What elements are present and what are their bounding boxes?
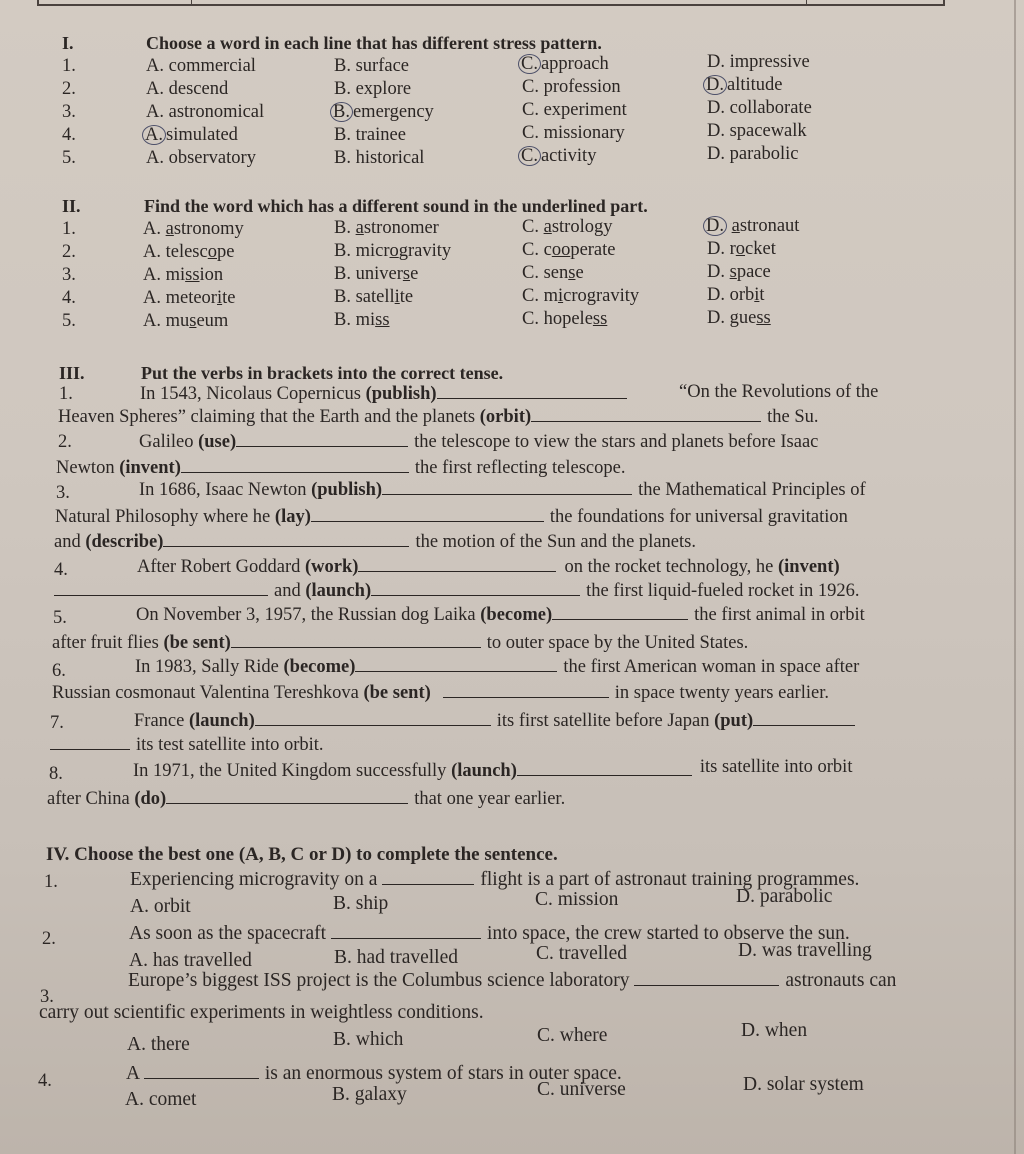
question-text: the first American woman in space after <box>563 657 860 677</box>
answer-blank[interactable] <box>331 924 481 939</box>
option-a[interactable] <box>143 287 235 309</box>
option-word: approach <box>540 54 609 74</box>
option-word: altitude <box>727 75 783 95</box>
option-b[interactable] <box>334 217 439 239</box>
option-a-circled[interactable] <box>146 124 238 146</box>
answer-blank[interactable] <box>634 971 779 986</box>
verb-hint: (publish) <box>311 480 383 500</box>
option-c[interactable]: C. missionary <box>522 123 625 143</box>
question-text: Newton <box>56 458 120 478</box>
question-text: is an enormous system of stars in outer space. <box>264 1063 622 1084</box>
question-text: the first liquid-fueled rocket in 1926. <box>586 581 860 601</box>
option-b[interactable] <box>334 286 413 308</box>
option-c[interactable] <box>522 239 616 261</box>
word-part: D. orb <box>707 285 755 305</box>
question-number: 1. <box>62 219 76 239</box>
question-number: 2. <box>42 929 56 949</box>
verb-hint: (launch) <box>305 581 372 601</box>
word-part: pace <box>736 262 771 282</box>
option-d[interactable] <box>707 238 776 260</box>
option-b[interactable] <box>334 309 390 331</box>
answer-blank[interactable] <box>231 633 481 648</box>
question-line <box>54 531 696 553</box>
question-text: that one year earlier. <box>414 789 566 809</box>
word-part: crogravity <box>563 286 640 306</box>
word-part: A. telesc <box>143 242 208 262</box>
question-line <box>140 383 627 405</box>
word-part: B. <box>334 218 356 238</box>
option-b[interactable] <box>334 240 451 262</box>
word-part: ion <box>199 265 224 285</box>
underlined-part: a <box>731 216 740 236</box>
question-number: 3. <box>56 483 70 503</box>
answer-blank[interactable] <box>181 458 409 473</box>
question-line <box>137 556 840 578</box>
answer-blank[interactable] <box>255 711 491 726</box>
option-b[interactable]: B. trainee <box>334 125 406 145</box>
option-d[interactable]: D. collaborate <box>707 98 812 118</box>
question-number: 3. <box>62 265 76 285</box>
question-number: 7. <box>50 713 64 733</box>
word-part: perate <box>570 240 616 260</box>
circled-answer-mark: D. <box>703 216 727 236</box>
question-text: In 1983, Sally Ride <box>135 657 284 677</box>
question-line <box>139 431 818 453</box>
option-c-circled[interactable] <box>522 53 609 75</box>
question-text: the foundations for universal gravitation <box>549 507 848 527</box>
question-text: the Su. <box>767 407 819 427</box>
option-b[interactable]: B. surface <box>334 56 409 76</box>
option-c[interactable] <box>522 216 612 238</box>
word-part: B. mi <box>334 310 376 330</box>
question-text: and <box>274 581 306 601</box>
circled-answer-mark: C. <box>518 54 541 74</box>
question-text: its test satellite into orbit. <box>136 735 324 755</box>
option-c[interactable] <box>522 262 584 284</box>
answer-blank[interactable] <box>437 384 627 399</box>
verb-hint: (become) <box>480 605 553 625</box>
question-number: 8. <box>49 764 63 784</box>
option-d[interactable]: D. solar system <box>743 1074 864 1095</box>
answer-blank[interactable] <box>358 557 556 572</box>
question-text: “On the Revolutions of the <box>679 382 879 402</box>
question-line <box>139 479 866 501</box>
answer-blank[interactable] <box>311 507 544 522</box>
verb-hint: (invent) <box>119 458 181 478</box>
word-part: D. gue <box>707 308 757 328</box>
question-number: 6. <box>52 661 66 681</box>
option-c[interactable] <box>522 285 639 307</box>
option-d[interactable] <box>707 284 765 306</box>
answer-blank[interactable] <box>163 532 409 547</box>
option-a[interactable] <box>143 264 223 286</box>
option-c[interactable]: C. experiment <box>522 100 627 120</box>
underlined-part: a <box>355 218 364 238</box>
option-b[interactable]: B. explore <box>334 79 412 99</box>
word-part: stronomy <box>173 219 244 239</box>
word-part: C. <box>522 217 544 237</box>
question-text: On November 3, 1957, the Russian dog Laika <box>136 605 481 625</box>
question-number: 2. <box>58 432 72 452</box>
answer-blank[interactable] <box>517 761 692 776</box>
question-number: 5. <box>62 148 76 168</box>
answer-blank[interactable] <box>50 735 130 750</box>
option-c[interactable] <box>522 308 607 330</box>
option-c[interactable]: C. travelled <box>536 943 627 964</box>
question-text: Experiencing microgravity on a <box>130 869 383 890</box>
question-text: to outer space by the United States. <box>486 633 749 653</box>
word-part: B. univer <box>334 264 403 284</box>
option-a[interactable]: A. observatory <box>146 148 256 168</box>
option-b[interactable]: B. galaxy <box>332 1084 407 1105</box>
answer-blank[interactable] <box>144 1064 259 1079</box>
question-text: on the rocket technology, he <box>564 557 778 577</box>
word-part: A. <box>143 219 166 239</box>
word-part: A. mu <box>143 311 190 331</box>
underlined-part: i <box>754 285 760 305</box>
answer-blank[interactable] <box>531 407 761 422</box>
verb-hint: (describe) <box>85 532 164 552</box>
answer-blank[interactable] <box>355 657 557 672</box>
question-line <box>52 632 748 654</box>
section-title: Choose a word in each line that has different stress pattern. <box>146 33 602 53</box>
circled-answer-mark: A. <box>142 125 166 145</box>
question-number: 2. <box>62 79 76 99</box>
question-text: the first animal in orbit <box>694 605 865 625</box>
question-text: the first reflecting telescope. <box>414 458 626 478</box>
underlined-part: a <box>543 217 552 237</box>
verb-hint: (launch) <box>451 761 517 781</box>
question-text: Europe’s biggest ISS project is the Columbus science laboratory <box>128 970 635 991</box>
option-a[interactable]: A. commercial <box>146 56 256 76</box>
word-part: e <box>410 264 419 284</box>
question-number: 2. <box>62 242 76 262</box>
answer-blank[interactable] <box>382 480 632 495</box>
word-part: A. meteor <box>143 288 217 308</box>
question-text: After Robert Goddard <box>137 557 305 577</box>
section-title: Find the word which has a different sound in the underlined part. <box>144 196 648 216</box>
answer-blank[interactable] <box>552 605 688 620</box>
verb-hint: (publish) <box>365 384 437 404</box>
verb-hint: (be sent) <box>363 683 431 703</box>
question-text: its first satellite before Japan <box>496 711 715 731</box>
underlined-part: i <box>394 287 400 307</box>
word-part: D. <box>707 262 730 282</box>
question-number: 5. <box>53 608 67 628</box>
word-part: C. c <box>522 240 552 260</box>
question-text: flight is a part of astronaut training programmes. <box>480 869 860 890</box>
option-c[interactable]: C. universe <box>537 1079 626 1100</box>
question-text: In 1686, Isaac Newton <box>139 480 312 500</box>
question-line <box>58 406 819 428</box>
option-c[interactable]: C. mission <box>535 889 619 910</box>
question-number: 5. <box>62 311 76 331</box>
option-a[interactable]: A. comet <box>125 1089 197 1110</box>
underlined-part: s <box>189 311 197 331</box>
paper-edge <box>1014 0 1016 1154</box>
section-number: III. <box>59 363 85 383</box>
question-line <box>54 580 859 602</box>
word-part: te <box>399 287 414 307</box>
word-part: A. mi <box>143 265 186 285</box>
option-b-circled[interactable] <box>334 101 434 123</box>
question-number: 1. <box>59 384 73 404</box>
verb-hint: (lay) <box>274 507 311 527</box>
word-part: gravity <box>398 241 452 261</box>
option-a[interactable]: A. has travelled <box>129 950 252 971</box>
question-line <box>135 656 859 678</box>
option-a[interactable] <box>143 218 244 240</box>
question-text: As soon as the spacecraft <box>129 923 331 944</box>
answer-blank[interactable] <box>371 581 580 596</box>
question-text: In 1971, the United Kingdom successfully <box>133 761 452 781</box>
underlined-part: ss <box>592 309 608 329</box>
underlined-part: s <box>729 262 737 282</box>
option-a[interactable]: A. there <box>127 1034 190 1055</box>
underlined-part: ss <box>375 310 390 330</box>
question-number: 4. <box>38 1071 52 1091</box>
verb-hint: (be sent) <box>163 633 231 653</box>
word-part: e <box>575 263 584 283</box>
question-line <box>55 506 848 528</box>
section-title: Put the verbs in brackets into the correct tense. <box>141 363 504 383</box>
circled-answer-mark: C. <box>518 146 541 166</box>
question-text: carry out scientific experiments in weightless conditions. <box>39 1002 484 1023</box>
option-b[interactable]: B. had travelled <box>334 947 458 968</box>
word-part: stronaut <box>739 216 800 236</box>
option-d[interactable]: D. was travelling <box>738 940 872 961</box>
question-line <box>128 970 896 992</box>
word-part: te <box>222 288 236 308</box>
underlined-part: ss <box>185 265 200 285</box>
question-text: its satellite into orbit <box>699 757 853 777</box>
option-d[interactable] <box>707 307 771 329</box>
word-part: C. hopele <box>522 309 593 329</box>
option-c-circled[interactable] <box>522 145 596 167</box>
answer-blank[interactable] <box>54 581 268 596</box>
word-part: C. sen <box>522 263 569 283</box>
option-d[interactable]: D. spacewalk <box>707 121 807 141</box>
underlined-part: s <box>568 263 576 283</box>
question-text: after China <box>47 789 135 809</box>
question-text: Natural Philosophy where he <box>55 507 275 527</box>
circled-answer-mark: B. <box>330 102 353 122</box>
option-word: simulated <box>166 125 238 145</box>
option-b[interactable]: B. historical <box>334 148 425 168</box>
underlined-part: ss <box>756 308 771 328</box>
option-b[interactable]: B. which <box>333 1029 404 1050</box>
question-number: 4. <box>62 125 76 145</box>
option-d[interactable] <box>707 261 771 283</box>
option-word: emergency <box>352 102 434 122</box>
question-text: in space twenty years earlier. <box>614 683 829 703</box>
question-text: the Mathematical Principles of <box>638 480 866 500</box>
question-text: Galileo <box>139 432 199 452</box>
question-number: 4. <box>62 288 76 308</box>
option-b[interactable] <box>334 263 418 285</box>
verb-hint: (use) <box>198 432 237 452</box>
word-part: C. m <box>522 286 558 306</box>
option-a[interactable] <box>143 310 228 332</box>
question-number: 4. <box>54 560 68 580</box>
option-d[interactable]: D. parabolic <box>736 886 833 907</box>
underlined-part: s <box>402 264 411 284</box>
option-d[interactable]: D. impressive <box>707 52 810 72</box>
underlined-part: a <box>165 219 174 239</box>
answer-blank[interactable] <box>166 789 408 804</box>
answer-blank[interactable] <box>753 711 855 726</box>
underlined-part: o <box>207 242 217 262</box>
question-text: Russian cosmonaut Valentina Tereshkova <box>52 683 364 703</box>
verb-hint: (work) <box>305 557 359 577</box>
question-line <box>50 734 324 756</box>
question-text: into space, the crew started to observe the sun. <box>486 923 850 944</box>
question-line <box>133 757 853 782</box>
underlined-part: i <box>557 286 564 306</box>
word-part: D. r <box>707 239 736 259</box>
word-part: eum <box>196 311 229 331</box>
verb-hint: (orbit) <box>479 407 532 427</box>
option-d[interactable]: D. when <box>741 1020 808 1041</box>
section-title: IV. Choose the best one (A, B, C or D) to complete the sentence. <box>46 844 558 865</box>
top-table-bottom-edge <box>37 0 945 6</box>
option-c[interactable]: C. profession <box>522 77 621 97</box>
option-a[interactable]: A. descend <box>146 79 229 99</box>
question-text: the motion of the Sun and the planets. <box>415 532 696 552</box>
option-a[interactable] <box>143 241 234 263</box>
question-number: 3. <box>40 987 54 1007</box>
verb-hint: (launch) <box>188 711 255 731</box>
word-part: B. satell <box>334 287 395 307</box>
option-word: activity <box>540 146 597 166</box>
word-part: pe <box>216 242 235 262</box>
verb-hint: (become) <box>283 657 356 677</box>
question-text: astronauts can <box>785 970 897 991</box>
option-b[interactable]: B. ship <box>333 893 389 914</box>
question-number: 1. <box>62 56 76 76</box>
word-part: cket <box>745 239 776 259</box>
option-a[interactable]: A. astronomical <box>146 102 265 122</box>
question-number: 1. <box>44 872 58 892</box>
question-text: and <box>54 532 86 552</box>
question-text: after fruit flies <box>52 633 164 653</box>
word-part: t <box>759 285 765 305</box>
section-number: II. <box>62 196 81 216</box>
circled-answer-mark: D. <box>703 75 727 95</box>
underlined-part: oo <box>551 240 571 260</box>
question-line <box>47 788 565 810</box>
option-a[interactable]: A. orbit <box>130 896 191 917</box>
section-number: I. <box>62 33 74 53</box>
verb-hint: (invent) <box>777 557 840 577</box>
underlined-part: o <box>735 239 746 259</box>
underlined-part: o <box>389 241 399 261</box>
verb-hint: (do) <box>134 789 167 809</box>
question-text: France <box>134 711 189 731</box>
option-d-circled[interactable] <box>707 74 782 96</box>
answer-blank[interactable] <box>443 683 609 698</box>
question-text: the telescope to view the stars and planets before Isaac <box>414 432 819 452</box>
question-line <box>56 457 625 479</box>
underlined-part: i <box>216 288 223 308</box>
option-c[interactable]: C. where <box>537 1025 608 1046</box>
question-text: Heaven Spheres” claiming that the Earth and the planets <box>58 407 480 427</box>
question-text: In 1543, Nicolaus Copernicus <box>140 384 366 404</box>
answer-blank[interactable] <box>236 432 408 447</box>
word-part: strology <box>551 217 613 237</box>
verb-hint: (put) <box>714 711 754 731</box>
question-line <box>136 604 865 626</box>
word-part: stronomer <box>363 218 439 238</box>
answer-blank[interactable] <box>382 870 474 885</box>
option-d[interactable] <box>707 215 799 237</box>
question-line <box>134 710 855 732</box>
option-d[interactable]: D. parabolic <box>707 144 799 164</box>
question-text: A <box>126 1063 144 1084</box>
question-number: 3. <box>62 102 76 122</box>
question-line <box>52 682 829 704</box>
word-part: B. micr <box>334 241 390 261</box>
